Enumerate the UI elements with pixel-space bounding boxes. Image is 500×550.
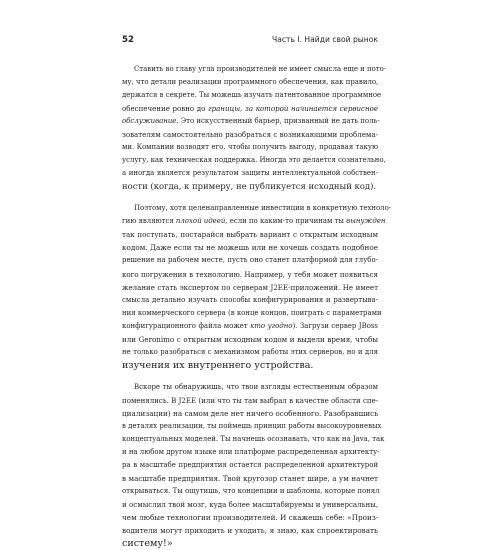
text-segment: Поэтому, хотя целенаправленные инвестиции в конкретную техноло- (134, 204, 392, 213)
text-line (122, 180, 378, 193)
page-number: 52 (122, 35, 134, 45)
paragraph (122, 202, 392, 372)
text-line (122, 346, 378, 359)
paragraph-gap (122, 193, 378, 202)
text-segment: а иногда является результатом защиты интеллектуальной собствен- (122, 169, 378, 178)
text-line (122, 294, 378, 307)
text-segment: гию являются (122, 217, 176, 226)
text-segment: поменялись. В J2EE (или что ты там выбрал в качестве области спе- (122, 395, 379, 405)
text-line (122, 167, 378, 180)
text-line (122, 407, 378, 420)
text-line (122, 524, 378, 537)
text-line (122, 472, 378, 485)
text-line (122, 381, 378, 394)
text-segment: решение на рабочем месте, пусть оно станет платформой для глубо- (122, 256, 378, 265)
text-segment: в деталях реализации, ты поймешь принцип работы высокоуровневых (122, 421, 382, 430)
text-line (122, 254, 378, 267)
text-line (122, 63, 387, 76)
body-text (122, 63, 392, 550)
text-line (122, 115, 378, 128)
paragraph (122, 381, 385, 550)
text-segment: смысла детально изучать способы конфигурирования и развертыва- (122, 295, 378, 304)
text-segment: так поступать, постарайся выбрать вариант с открытым исходным (122, 230, 378, 240)
text-line (122, 537, 378, 550)
text-segment: , если по каким-то причинам ты (225, 217, 347, 226)
text-line (122, 498, 378, 511)
running-head: Часть I. Найди свой рынок (272, 35, 378, 44)
text-line (122, 333, 378, 346)
text-line (122, 128, 378, 141)
text-line (122, 359, 378, 372)
italic-text: границы, за которой начинается сервисное (208, 104, 378, 114)
text-line (122, 202, 392, 215)
text-line (122, 446, 378, 459)
text-line (122, 154, 386, 167)
text-segment: . Это искусственный барьер, призванный не дать поль- (176, 117, 380, 126)
text-line (122, 268, 378, 281)
text-segment: ми. Компании возводят его, чтобы получить выгоду, продавая такую (122, 143, 378, 152)
text-line (122, 228, 378, 241)
italic-text: обслуживание (122, 117, 177, 126)
text-segment: обеспечение ровно до (122, 104, 209, 114)
italic-text: кто угодно (250, 321, 293, 330)
text-segment: желание стать экспертом по серверам J2EE-приложений. Не имеет (122, 282, 378, 292)
text-line (122, 141, 378, 154)
text-segment: Вскоре ты обнаружишь, что твои взгляды естественным образом (134, 382, 378, 391)
text-segment: ра в масштабе предприятия остается распределенной архитектурой (122, 460, 378, 469)
text-segment: открываться. Ты ощутишь, что концепции и шаблоны, которые понял (122, 487, 380, 496)
text-line (122, 89, 382, 102)
text-segment: и осмыслил твой мозг, куда более масштабируемы и универсальны, (122, 500, 378, 510)
text-line (122, 320, 378, 333)
text-segment: конфигурационного файла может (122, 321, 251, 330)
text-segment: не только разобраться с механизмом работы этих серверов, но и для (122, 347, 378, 356)
text-line (122, 420, 382, 433)
text-segment: Ставить во главу угла производителей не имеет смысла еще и пото- (134, 65, 387, 73)
text-line (122, 241, 378, 254)
paragraph-gap (122, 372, 378, 381)
text-segment: водители могут приходить и уходить, я знаю, как спроектировать (122, 526, 378, 536)
text-segment: в масштабе предприятия. Твой кругозор станет шире, а ум начнет (122, 474, 378, 483)
text-segment: и на любом другом языке или платформе распределенная архитекту- (122, 447, 380, 456)
text-segment: кого погружения в технологию. Например, у тебя может появиться (122, 269, 378, 279)
text-segment: изучения их внутреннего устройства. (122, 359, 314, 371)
text-segment: систему!» (122, 538, 173, 550)
text-line (122, 281, 378, 294)
text-segment: чем любые технологии производителей. И скажешь себе: «Произ- (122, 513, 379, 523)
page-header (122, 31, 378, 49)
text-line (122, 76, 378, 89)
text-segment: ности (когда, к примеру, не публикуется исходный код). (122, 181, 377, 192)
text-line (122, 433, 385, 446)
text-segment: циализации) на самом деле нет ничего особенного. Разобравшись (122, 408, 379, 418)
text-segment: держатся в секрете. Ты можешь изучать патентованное программное (122, 91, 382, 100)
text-line (122, 215, 386, 228)
paragraph (122, 63, 387, 193)
text-segment: кодом. Даже если ты не можешь или не хочешь создать подобное (122, 243, 378, 253)
text-segment: услугу, как техническая поддержка. Иногда это делается сознательно, (122, 156, 386, 165)
italic-text: вынужден (346, 217, 386, 226)
text-line (122, 511, 378, 524)
text-segment: ния коммерческого сервера (в конце концов, поиграть с параметрами (122, 308, 382, 317)
text-segment: ). Загрузи сервер JBoss (292, 321, 378, 330)
text-segment: зователям самостоятельно разобраться с возникающими проблема- (122, 130, 378, 140)
text-segment: му, что детали реализации программного обеспечения, как правило, (122, 78, 379, 87)
italic-text: плохой идеей (175, 217, 226, 226)
text-line (122, 102, 378, 115)
text-line (122, 394, 378, 407)
text-segment: концептуальных моделей. Ты начнешь осознавать, что как на Java, так (122, 434, 385, 443)
text-line (122, 485, 378, 498)
text-segment: или Geronimo с открытым исходным кодом и выдели время, чтобы (122, 334, 378, 344)
text-line (122, 307, 382, 320)
text-line (122, 459, 378, 472)
